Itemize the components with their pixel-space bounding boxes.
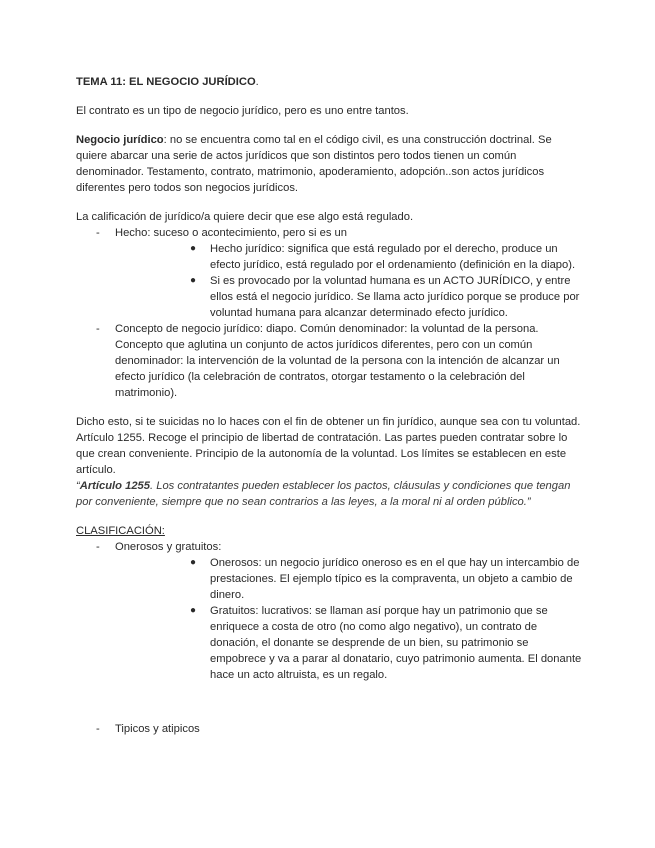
- qualification-list: [76, 225, 585, 401]
- classification-list: [76, 539, 585, 737]
- classification-item-text: Tipicos y atipicos: [115, 723, 200, 735]
- definition-paragraph: [76, 132, 585, 196]
- list-item: [190, 603, 585, 683]
- list-item-text: Gratuitos: lucrativos: se llaman así porque hay un patrimonio que se enriquece a costa de otro (no como algo negativo), un contrato de donación, el donante se desprende de un bien, su patrimonio se empobrece y va a parar al donatario, cuyo patrimonio aumenta. El donante hace un acto altruista, es un regalo.: [210, 605, 582, 681]
- dash-marker: -: [96, 723, 100, 735]
- intro-paragraph: El contrato es un tipo de negocio jurídico, pero es uno entre tantos.: [76, 105, 409, 117]
- qualification-item-text: Concepto de negocio jurídico: diapo. Común denominador: la voluntad de la persona. Concepto que aglutina un conjunto de actos jurídicos diferentes, pero con un común denominador: la intervención de la voluntad de la persona con la intención de alcanzar un efecto jurídico (la celebración de contratos, otorgar testamento o la celebración del matrimonio).: [115, 323, 560, 399]
- list-item-text: Onerosos: un negocio jurídico oneroso es en el que hay un intercambio de prestaciones. El ejemplo típico es la compraventa, un objeto a cambio de dinero.: [210, 557, 580, 601]
- bullet-marker: ●: [190, 557, 197, 568]
- dash-marker: -: [96, 323, 100, 335]
- suicide-paragraph: Dicho esto, si te suicidas no lo haces con el fin de obtener un fin jurídico, aunque sea con tu voluntad.: [76, 416, 581, 428]
- qualification-item-text: Hecho: suceso o acontecimiento, pero si es un: [115, 227, 347, 239]
- list-item: [190, 273, 585, 321]
- list-item: [190, 241, 585, 273]
- classification-sublist-wrapper: [76, 555, 585, 683]
- list-item-text: Hecho jurídico: significa que está regulado por el derecho, produce un efecto jurídico, está regulado por el ordenamiento (definición en la diapo).: [210, 243, 576, 271]
- list-spacer: [76, 683, 585, 721]
- qualification-sublist: [76, 241, 585, 321]
- bullet-marker: ●: [190, 605, 197, 616]
- dash-marker: -: [96, 227, 100, 239]
- title-text: TEMA 11: EL NEGOCIO JURÍDICO: [76, 76, 256, 88]
- qualification-sublist-wrapper: [76, 241, 585, 321]
- list-item-text: Si es provocado por la voluntad humana es un ACTO JURÍDICO, y entre ellos está el negocio jurídico. Se llama acto jurídico porque se produce por voluntad humana para alcanzar determinado efecto jurídico.: [210, 275, 580, 319]
- qualification-item-hecho: [76, 225, 585, 241]
- article-paragraph: Artículo 1255. Recoge el principio de libertad de contratación. Las partes pueden contratar sobre lo que crean conveniente. Principio de la autonomía de la voluntad. Los límites se establecen en este artículo.: [76, 432, 568, 476]
- classification-item-onerosos: [76, 539, 585, 555]
- title-suffix: .: [255, 76, 259, 88]
- bullet-marker: ●: [190, 243, 197, 254]
- dash-marker: -: [96, 541, 100, 553]
- bullet-marker: ●: [190, 275, 197, 286]
- quote-text: . Los contratantes pueden establecer los pactos, cláusulas y condiciones que tengan por conveniente, siempre que no sean contrarios a las leyes, a la moral ni al orden público.”: [76, 480, 571, 508]
- definition-text: : no se encuentra como tal en el código civil, es una construcción doctrinal. Se quiere abarcar una serie de actos jurídicos que son distintos pero todos tienen un común denominador. Testamento, contrato, matrimonio, apoderamiento, adopción..son actos jurídicos diferentes pero todos son negocios jurídicos.: [76, 134, 552, 194]
- page-title: [76, 74, 585, 90]
- classification-sublist: [76, 555, 585, 683]
- qualification-intro: La calificación de jurídico/a quiere decir que ese algo está regulado.: [76, 211, 414, 223]
- definition-term: Negocio jurídico: [76, 134, 164, 146]
- classification-heading: CLASIFICACIÓN:: [76, 525, 165, 537]
- list-item: [190, 555, 585, 603]
- article-quote: [76, 478, 585, 510]
- quote-open: “: [76, 480, 80, 492]
- qualification-item-concepto: [76, 321, 585, 401]
- classification-item-tipicos: [76, 721, 585, 737]
- quote-article-ref: Artículo 1255: [79, 480, 150, 492]
- classification-item-text: Onerosos y gratuitos:: [115, 541, 222, 553]
